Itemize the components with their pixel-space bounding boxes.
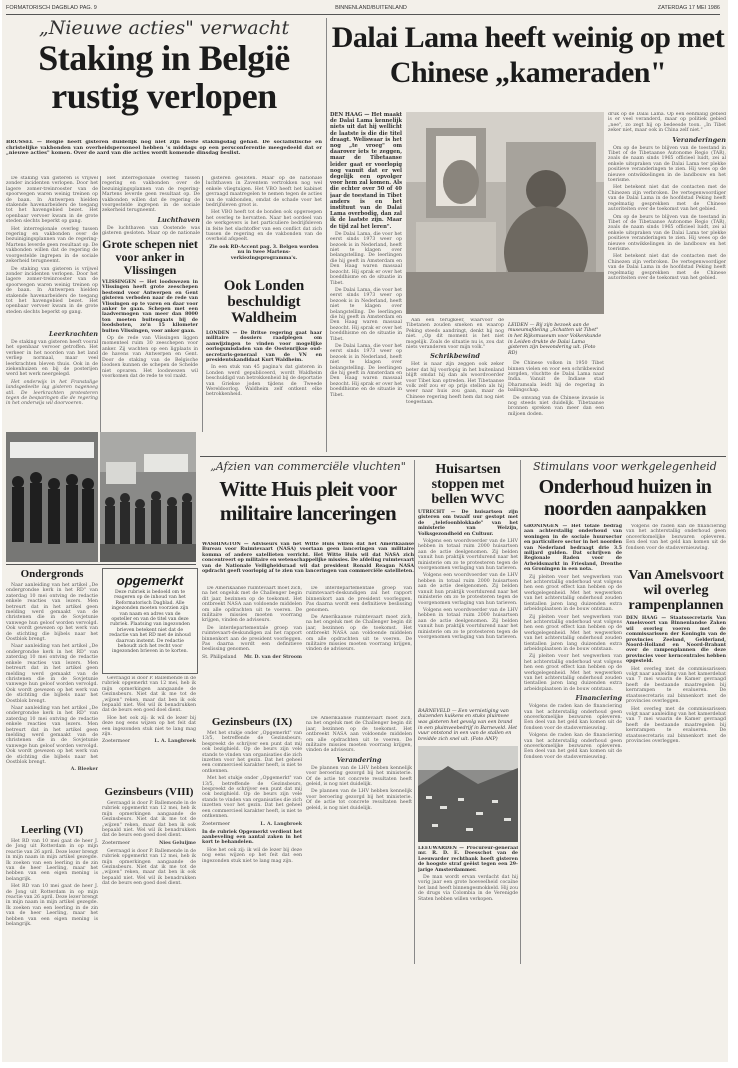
ondergronds-letter — [6, 568, 98, 822]
gezinsbeurs-viii-letter — [102, 786, 196, 964]
belgie-body-3: De luchthaven van Oostende was gisteren gesloten. Maar op de nationale — [102, 225, 200, 236]
huisartsen-article — [418, 462, 518, 702]
lama-subhead-veranderingen: Veranderingen — [672, 135, 726, 144]
opgemerkt-bottom-lead: In de rubriek Opgemerkt verdient het aanbeveling een aantal zaken in het kort te behandelen. — [202, 829, 302, 846]
gezinsbeurs-viii-body: Gevraagd is door P. Ballemende in de rubriek opgemerkt van 12 mei, heb ik mijn opmerkingen aangaande de Gezinsbeurs. Niet dat ik me tot de „wijzen" reken, maar dat ben ik ook bepaald niet. Wel wil ik benadrukken dat de beurs een goed doel dient. — [102, 801, 196, 839]
lama-body-7b: Om op de beurs te blijven van de toestand in Tibet of de Tibetaanse Autonome Regio (TAR), zoals de naam sinds 1965 officieel luidt, zei al enkele uitspraken van de Dalai Lama ter plekke positieve veranderingen te zien. Hij wees op de nieuwe ontwikkelingen in de landbouw en het toerisme. — [608, 214, 726, 252]
belgie-body-2b: Het interregionale overleg tussen regering en vakbonden over de bezuinigingsplannen van de regering-Martens leverde geen resultaat op. De vakbonden willen dat de regering de voorgestelde ingrepen in de sociale zekerheid terugneemt. — [102, 176, 200, 214]
onderhoud-body-1c: Zij pleiten voor het wegwerken van het achterstallig onderhoud wat volgens hen een groot effect kan hebben op de werkgelegenheid. Met het wegwerken van het achterstallig onderhoud zouden tientallen jaren lang duizenden extra arbeidsplaatsen in de bouw ontstaan. — [524, 654, 622, 692]
leerling-headline: Leerling (VI) — [20, 824, 83, 836]
onderhoud-lead: GRONINGEN — Het totale bedrag aan achterstallig onderhoud van woningen in de sociale huursector en particuliere sector in het noorden van Nederland bedraagt drie 3.5 miljard gulden. Dat schrijven de Regionale Raden voor de Arbeidsmarkt in Friesland, Drenthe en Groningen in een nota. — [524, 524, 622, 573]
ondergronds-headline: Ondergronds — [20, 568, 84, 580]
belgie-subhead-leerkrachten: Leerkrachten — [49, 330, 98, 338]
belgie-photo-left-image — [6, 432, 98, 562]
lama-headline: Dalai Lama heeft weinig op met Chinese „kameraden" — [331, 21, 725, 89]
header-section: BINNENLAND/BUITENLAND — [335, 5, 407, 11]
witte-huis-body-1c: De Amerikaanse ruimtevaart moet zich, na het ongeluk met de Challenger begin dit jaar, bezinnen op de toekomst. Het ontbreekt NASA aan voldoende middelen om alle opdrachten uit te voeren. De militaire missies moeten voorrang krijgen, vinden de adviseurs. — [306, 716, 412, 754]
belgie-kicker: „Nieuwe acties" verwacht — [38, 18, 290, 39]
section-rule — [6, 564, 196, 565]
gezinsbeurs-ix-signature: Zoetermeer L. A. Langbroek — [202, 821, 302, 827]
lama-lead: DEN HAAG — Het maakt de Dalai Lama kennelijk niets uit dat hij wellicht de laatste is die die titel draagt. Weliswaar is het nog „te vroeg" om daarover iets te zeggen, maar de Tibetaanse leider gaat er voorlopig nog vanuit dat er wel degelijk een opvolger voor hem zal komen. Als die echter over 50 of 40 jaar de toestand in Tibet anders is en het instituut van de Dalai Lama overbodig, dan zal ik de laatste zijn. Maar de tijd zal het leren". — [330, 112, 402, 230]
opgemerkt-bottom-body-2: Hoe het ook zij: ik wil de lezer bij deze nog eens wijzen op het feit dat een ingezonden stuk niet te lang mag zijn. — [202, 847, 302, 864]
huisartsen-body-b: Volgens een woordvoerder van de LHV hebben in totaal ruim 2000 huisartsen aan de actie deelgenomen. Zij belden vanuit hun praktijk voortdurend naar het ministerie om zo te protesteren tegen de voorgenomen verlaging van hun tarieven. — [418, 573, 518, 606]
belgie-photo-left — [6, 432, 98, 562]
lama-body-8: Het betekent niet dat de contacten met de Chinezen zijn verbroken. De vertegenwoordiger van de Dalai Lama in de hoofdstad Peking heeft regelmatig gesprekken met de Chinese autoriteiten over de toekomst van het gebied. — [608, 185, 726, 213]
belgie-column-3 — [206, 176, 322, 268]
gezinsbeurs-ix-body: Met het stukje onder „Opgemerkt" van 13/5, betreffende de Gezinsbeurs, bespreekt de schrijver een punt dat mij ook bezighield. Op de beurs zijn vele stands te vinden van organisaties die zich inzetten voor het gezin. Dat het geheel een commercieel karakter heeft, is niet te ontkennen. — [202, 731, 302, 774]
leerling-body-2: Het RD van 10 mei gaat de heer J. de Jong uit Rotterdam in op mijn reactie van 26 april. Deze lezer brengt in mijn naam in mijn artikel gezegde. Ik zoeken van een leerling in de zin van de heer Leerling, maar het hebben van een eigen mening is belangrijk. — [6, 884, 98, 928]
column-rule — [326, 18, 327, 452]
schepen-lead: VLISSINGEN — Het loodswezen in Vlissingen heeft grote zeeschepen bestemd voor Antwerpen en Gent gisteren verboden naar de rede van Vlissingen op te varen en daar voor anker te gaan. Schepen met een laadvermogen van meer dan 8000 ton moeten buitengaats bij de loodsboten, zo'n 15 kilometer buiten Vlissingen, voor anker gaan. — [102, 280, 198, 334]
huisartsen-subhead-verandering: Verandering — [336, 755, 382, 764]
lama-body-1c: De Dalai Lama, die voor het eerst sinds 1973 weer op bezoek is in Nederland, heeft niet te klagen over belangstelling. De leerlingen die hij geeft in Amsterdam en Den Haag waren massaal bezocht. Hij sprak er over het boeddhisme en de situatie in Tibet. — [330, 343, 402, 398]
huisartsen-body-c: Volgens een woordvoerder van de LHV hebben in totaal ruim 2000 huisartsen aan de actie deelgenomen. Zij belden vanuit hun praktijk voortdurend naar het ministerie om zo te protesteren tegen de voorgenomen verlaging van hun tarieven. — [418, 607, 518, 640]
opgemerkt-box — [102, 568, 198, 674]
lama-body-1b: De Dalai Lama, die voor het eerst sinds 1973 weer op bezoek is in Nederland, heeft niet te klagen over belangstelling. De leerlingen die hij geeft in Amsterdam en Den Haag waren massaal bezocht. Hij sprak er over het boeddhisme en de situatie in Tibet. — [330, 287, 402, 342]
belgie-body-1b: De staking van gisteren is vrijwel zonder incidenten verlopen. Door het lagere zomer-treinrooster van de spoorwegen waren weinig treinen op de baan. In Antwerpen hielden stakende havenarbeiders de toegang tot het havengebied bezet. Het openbaar vervoer kwam in de grote steden slechts beperkt op gang. — [6, 266, 98, 315]
belgie-body-2: Het interregionale overleg tussen regering en vakbonden over de bezuinigingsplannen van de regering-Martens leverde geen resultaat op. De vakbonden willen dat de regering de voorgestelde ingrepen in de sociale zekerheid terugneemt. — [6, 226, 98, 265]
onderhoud-body-2c: Volgens de raden kan de financiering van het achterstallig onderhoud geen onoverkomelijke bezwaren opleveren. Een deel van het geld kan komen uit de fondsen voor de stadsvernieuwing. — [626, 524, 726, 551]
witte-huis-column-1 — [202, 586, 302, 714]
gezinsbeurs-viii-body-2: Gevraagd is door P. Ballemende in de rubriek opgemerkt van 12 mei, heb ik mijn opmerkingen aangaande de Gezinsbeurs. Niet dat ik me tot de „wijzen" reken, maar dat ben ik ook bepaald niet. Wel wil ik benadrukken dat de beurs een goed doel dient. — [102, 848, 196, 887]
gezinsbeurs-ix-letter — [202, 716, 302, 964]
amelsvoort-article — [626, 568, 726, 964]
witte-huis-body-2b: De interdepartementale groep van ruimtevaart-deskundigen zal het rapport binnenkort aan de president voorleggen. Pas daarna wordt een definitieve beslissing genomen. — [306, 586, 412, 613]
witte-huis-kicker: „Afzien van commerciële vluchten" — [210, 460, 406, 473]
amelsvoort-body: Het overleg met de commissarissen volgt naar aanleiding van het kamerdebat van 7 mei waarin de Kamer gevraagd heeft de bestaande maatregelen bij kernrampen te evalueren. De staatssecretaris zal binnenkort met de provincies overleggen. — [626, 666, 726, 705]
lama-subhead-schrikbewind: Schrikbewind — [430, 352, 480, 361]
witte-huis-column-2 — [306, 586, 412, 714]
waldheim-lead: LONDEN — De Britse regering gaat haar militaire dossiers raadplegen om aanwijzingen te vinden voor mogelijke oorlogsmisdaden van de Oostenrijkse oud-secretaris-generaal van de VN en presidentskandidaat Kurt Waldheim. — [206, 331, 322, 364]
lama-body-7: Om op de beurs te blijven van de toestand in Tibet of de Tibetaanse Autonome Regio (TAR), zoals de naam sinds 1965 officieel luidt, zei al enkele uitspraken van de Dalai Lama ter plekke positieve veranderingen te zien. Hij wees op de nieuwe ontwikkelingen in de landbouw en het toerisme. — [608, 145, 726, 184]
huisartsen-body-2: De plannen van de LHV hebben kennelijk voor beroering gezorgd bij het ministerie. Of de actie tot concrete resultaten heeft geleid, is nog niet duidelijk. — [306, 765, 412, 788]
onderhoud-body-1b: Zij pleiten voor het wegwerken van het achterstallig onderhoud wat volgens hen een groot effect kan hebben op de werkgelegenheid. Met het wegwerken van het achterstallig onderhoud zouden tientallen jaren lang duizenden extra arbeidsplaatsen in de bouw ontstaan. — [524, 614, 622, 652]
gezinsbeurs-viii-signature: Zoetermeer Nies Geluijme — [102, 840, 196, 846]
opgemerkt-bottom-body: Hoe het ook zij: ik wil de lezer bij deze nog eens wijzen op het feit dat een ingezonden stuk niet te lang mag zijn. — [102, 715, 196, 738]
lama-caption: LEIDEN — Bij zijn bezoek aan de museumafdeling „Schatten uit Tibet" in het Rijksmuseum voor Volkenkunde in Leiden drukte de Dalai Lama gisteren zijn bewondering uit. (Foto RD) — [508, 322, 602, 356]
vh-body-2: Het VBO heeft tot de bonden ook opgeroepen het overleg te hervatten. Naar het oordeel van de werkgevers is het particuliere bedrijfsleven in feite het slachtoffer van een conflict dat zich tussen de regering en de vakbonden van de overheid afspeelt. — [206, 210, 322, 243]
lama-body-6: druk op de Dalai Lama. Op een eenmalig gebied is er veel veranderd, maar op politiek gebied „nee", zo zegt hij op bedeesde toon. „In Tibet zeker niet, maar ook in China zelf niet." — [608, 112, 726, 134]
barneveld-caption: BARNEVELD — Een vernietiging van duizenden kuikens en stuks pluimvee was gisteren het gevolg van een brand in een pluimveebedrijf in Barneveld. Het vuur ontstond in een van de stallen en breidde zich snel uit. (Foto ANP) — [418, 708, 518, 742]
onderhoud-kicker: Stimulans voor werkgelegenheid — [533, 460, 717, 473]
belgie-photo-image — [100, 432, 196, 562]
leeuwarden-lead: LEEUWARDEN — Procureur-generaal mr. R. D. E. Doesschot van de Leeuwarder rechtbank hoeft gisteren de hoogste straf geëist tegen een 29-jarige Amsterdammer. — [418, 846, 518, 873]
onderhoud-body-2b: Volgens de raden kan de financiering van het achterstallig onderhoud geen onoverkomelijke bezwaren opleveren. Een deel van het geld kan komen uit de fondsen voor de stadsvernieuwing. — [524, 733, 622, 760]
belgie-body-5: Het onderwijs in het Franstalige landsgedeelte lag gisteren nagenoeg stil. De leerkrachten protesteren tegen de besparingen die de regering in het onderwijs wil doorvoeren. — [6, 379, 98, 407]
belgie-photo — [100, 432, 196, 562]
schepen-headline: Grote schepen niet voor anker in Vlissingen — [102, 238, 198, 277]
column-rule — [414, 460, 415, 964]
lama-column-1 — [330, 112, 402, 452]
ondergronds-body-3: Naar aanleiding van het artikel „De ondergrondse kerk in het RD" van zaterdag 10 mei ontving de redactie enkele reacties van lezers. Men betreurt dat in het artikel geen melding werd gemaakt van de christenen die in de Sovjetunie vanwege hun geloof worden vervolgd. Ook wordt gewezen op het werk van de stichting die bijbels naar het Oostblok brengt. — [6, 705, 98, 765]
witte-huis-continued — [306, 716, 412, 964]
gezinsbeurs-viii-headline: Gezinsbeurs (VIII) — [104, 786, 194, 798]
lama-column-2 — [406, 318, 504, 452]
lama-body-5: De omvang van de Chinese invasie is nog steeds niet duidelijk. Tibetaanse bronnen spreken van meer dan een miljoen doden. — [508, 395, 604, 417]
ondergronds-body-2: Naar aanleiding van het artikel „De ondergrondse kerk in het RD" van zaterdag 10 mei ontving de redactie enkele reacties van lezers. Men betreurt dat in het artikel geen melding werd gemaakt van de christenen die in de Sovjetunie vanwege hun geloof worden vervolgd. Ook wordt gewezen op het werk van de stichting die bijbels naar het Oostblok brengt. — [6, 644, 98, 704]
witte-huis-headline: Witte Huis pleit voor militaire lanceringen — [219, 477, 397, 525]
huisartsen-lead: UTRECHT — De huisartsen zijn gisteren om twaalf uur gestopt met de „telefoonblokkade" van het ministerie van Welzijn, Volksgezondheid en Cultuur. — [418, 510, 518, 537]
huisartsen-body-2b: De plannen van de LHV hebben kennelijk voor beroering gezorgd bij het ministerie. Of de actie tot concrete resultaten heeft geleid, is nog niet duidelijk. — [306, 789, 412, 811]
ondergronds-body: Naar aanleiding van het artikel „De ondergrondse kerk in het RD" van zaterdag 10 mei ontving de redactie enkele reacties van lezers. Men betreurt dat in het artikel geen melding werd gemaakt van de christenen die in de Sovjetunie vanwege hun geloof worden vervolgd. Ook wordt gewezen op het werk van de stichting die bijbels naar het Oostblok brengt. — [6, 583, 98, 643]
belgie-column-1 — [6, 176, 98, 326]
barneveld-photo — [418, 746, 518, 842]
amelsvoort-lead: DEN HAAG — Staatssecretaris Van Amelsvoort van Binnenlandse Zaken wil overleg voeren met de commissarissen der Koningin van de provincies Zeeland, Gelderland, Noord-Holland en Noord-Brabant over de rampenplannen die deze provincies voor kerncentrales hebben opgesteld. — [626, 616, 726, 665]
gezinsbeurs-ix-headline: Gezinsbeurs (IX) — [211, 716, 293, 728]
page-header — [6, 4, 720, 15]
lama-body-4: De Chinese volken in 1950 Tibet binnen vielen en voor een schrikbewind zorgden, vluchtte de Dalai Lama naar India. Vanuit de Indiase stad Dharamsala leidt hij de regering in ballingschap. — [508, 361, 604, 394]
column-rule — [100, 176, 101, 432]
lama-photo-image — [406, 112, 604, 314]
onderhoud-headline-block — [524, 460, 726, 520]
opgemerkt-logo: opgemerkt — [116, 573, 184, 588]
column-rule — [202, 176, 203, 432]
witte-huis-signature: St. Philipsland Mr. D. van der Stroom — [202, 654, 302, 660]
newspaper-page — [2, 0, 728, 1062]
gezinsbeurs-ix-signature-a: Zoetermeer L. A. Langbroek — [102, 739, 196, 745]
witte-huis-body-1: De Amerikaanse ruimtevaart moet zich, na het ongeluk met de Challenger begin dit jaar, bezinnen op de toekomst. Het ontbreekt NASA aan voldoende middelen om alle opdrachten uit te voeren. De militaire missies moeten voorrang krijgen, vinden de adviseurs. — [202, 586, 302, 624]
onderhoud-subhead-financiering: Financiering — [575, 694, 622, 703]
schepen-article — [102, 238, 198, 430]
onderhoud-column-2 — [626, 524, 726, 564]
vh-body: gisteren gesloten. Maar op de nationale luchthaven in Zaventem vertrokken nog wel enkele vliegtuigen. Het VBO heeft het kabinet gevraagd maatregelen te nemen tegen de acties van de vakbonden, omdat de schade voor het bedrijfsleven groot is. — [206, 176, 322, 209]
amelsvoort-headline: Van Amelsvoort wil overleg rampenplannen — [628, 568, 724, 613]
header-date: ZATERDAG 17 MEI 1986 — [657, 5, 720, 11]
huisartsen-body: Volgens een woordvoerder van de LHV hebben in totaal ruim 2000 huisartsen aan de actie deelgenomen. Zij belden vanuit hun praktijk voortdurend naar het ministerie om zo te protesteren tegen de voorgenomen verlaging van hun tarieven. — [418, 539, 518, 572]
belgie-body-4: De staking van gisteren heeft vooral het openbaar vervoer getroffen. Het verkeer in het noorden van het land verliep normaal, maar veel leerkrachten bleven thuis. Ook in de ziekenhuizen en bij de posterijen werd het werk neergelegd. — [6, 340, 98, 378]
vh-note: Zie ook RD-Accent pag. 3. Belgen worden nu in twee Martens-verkiezingsprogramma's. — [209, 244, 319, 261]
lama-body-2: Aan een terugkeer, waarvoor de Tibetanen zouden smeken en waarop Peking steeds aandringt, denkt hij nog niet. „Op dit moment is het niet mogelijk. Zoals de situatie nu is, zou dat niets veranderen voor mijn volk." — [406, 318, 504, 351]
waldheim-article — [206, 272, 322, 430]
witte-huis-lead: WASHINGTON — Adviseurs van het Witte Huis willen dat het Amerikaanse Bureau voor Ruimtevaart (NASA) voortaan geen lanceringen van militaire komma of andere satellieten verricht. Het Witte Huis wil dat NASA zich concentreert op militaire en wetenschappelijke missies. De afdeling ruimtevaart van de Nationale Veiligheidsraad wil dat president Ronald Reagan NASA opdracht geeft voorlopig af te zien van lanceringen van commerciële satellieten. — [202, 542, 414, 575]
section-rule — [200, 456, 726, 457]
lama-body-3: Het is naar zijn zeggen ook zeker beter dat hij voorlopig in het buitenland blijft omdat hij dan als woordvoerder voor Tibet kan optreden. Het Tibetaanse volk zelf zou er op prijs stellen als hij weer naar huis zou gaan, maar de Chinese regering heeft hem dat nog niet toegestaan. — [406, 362, 504, 406]
column-rule — [520, 460, 521, 964]
letter-column — [102, 676, 196, 784]
belgie-column-1-cont — [6, 328, 98, 428]
belgie-column-2 — [102, 176, 200, 236]
onderhoud-headline: Onderhoud huizen in noorden aanpakken — [538, 476, 712, 520]
onderhoud-column-1 — [524, 524, 622, 964]
lama-body-1: De Dalai Lama, die voor het eerst sinds 1973 weer op bezoek is in Nederland, heeft niet te klagen over belangstelling. De leerlingen die hij geeft in Amsterdam en Den Haag waren massaal bezocht. Hij sprak er over het boeddhisme en de situatie in Tibet. — [330, 231, 402, 286]
huisartsen-headline: Huisartsen stoppen met bellen WVC — [431, 462, 505, 507]
lama-photo — [406, 112, 604, 314]
leerling-body: Het RD van 10 mei gaat de heer J. de Jong uit Rotterdam in op mijn reactie van 26 april. Deze lezer brengt in mijn naam in mijn artikel gezegde. Ik zoeken van een leerling in de zin van de heer Leerling, maar het hebben van een eigen mening is belangrijk. — [6, 839, 98, 882]
onderhoud-body-2: Volgens de raden kan de financiering van het achterstallig onderhoud geen onoverkomelijke bezwaren opleveren. Een deel van het geld kan komen uit de fondsen voor de stadsvernieuwing. — [524, 704, 622, 731]
gezinsbeurs-viii-body-a: Gevraagd is door P. Ballemende in de rubriek opgemerkt van 12 mei, heb ik mijn opmerkingen aangaande de Gezinsbeurs. Niet dat ik me tot de „wijzen" reken, maar dat ben ik ook bepaald niet. Wel wil ik benadrukken dat de beurs een goed doel dient. — [102, 676, 196, 714]
belgie-headline-block — [6, 18, 322, 136]
barneveld-photo-image — [418, 746, 518, 842]
opgemerkt-text: Deze rubriek is bedoeld om te reageren op de inhoud van het Reformatorisch Dagblad. Alle ingezonden moeten voorzien zijn van naam en adres van de opsteller en van de titel van deze rubriek. Plaatsing van ingezonden brieven betekent niet dat de redactie van het RD met de inhoud daarvan instemt. De redactie behoudt zich het recht voor ingezonden brieven in te korten. — [109, 590, 191, 655]
belgie-body-1: De staking van gisteren is vrijwel zonder incidenten verlopen. Door het lagere zomer-treinrooster van de spoorwegen waren weinig treinen op de baan. In Antwerpen hielden stakende havenarbeiders de toegang tot het havengebied bezet. Het openbaar vervoer kwam in de grote steden slechts beperkt op gang. — [6, 176, 98, 225]
leeuwarden-article — [418, 846, 518, 964]
belgie-subhead-luchthaven: Luchthaven — [157, 215, 200, 224]
lama-headline-block — [330, 20, 726, 108]
lama-body-8b: Het betekent niet dat de contacten met de Chinezen zijn verbroken. De vertegenwoordiger van de Dalai Lama in de hoofdstad Peking heeft regelmatig gesprekken met de Chinese autoriteiten over de toekomst van het gebied. — [608, 254, 726, 281]
witte-huis-body-2: De interdepartementale groep van ruimtevaart-deskundigen zal het rapport binnenkort aan de president voorleggen. Pas daarna wordt een definitieve beslissing genomen. — [202, 625, 302, 653]
gezinsbeurs-ix-body-2: Met het stukje onder „Opgemerkt" van 13/5, betreffende de Gezinsbeurs, bespreekt de schrijver een punt dat mij ook bezighield. Op de beurs zijn vele stands te vinden van organisaties die zich inzetten voor het gezin. Dat het geheel een commercieel karakter heeft, is niet te ontkennen. — [202, 776, 302, 820]
header-publication: FORMATORISCH DAGBLAD PAG. 9 — [6, 5, 97, 11]
ondergronds-signature: A. Bleeker — [70, 767, 98, 773]
lama-column-3 — [508, 318, 604, 452]
amelsvoort-body-b: Het overleg met de commissarissen volgt naar aanleiding van het kamerdebat van 7 mei waarin de Kamer gevraagd heeft de bestaande maatregelen bij kernrampen te evalueren. De staatssecretaris zal binnenkort met de provincies overleggen. — [626, 706, 726, 744]
waldheim-headline: Ook Londen beschuldigt Waldheim — [223, 278, 305, 326]
witte-huis-headline-block — [202, 460, 414, 552]
leeuwarden-body: De man wordt ervan verdacht dat hij vorig jaar een grote hoeveelheid cocaïne het land heeft binnengesmokkeld. Hij zou de drugs via Colombia in de Verenigde Staten hebben willen verkopen. — [418, 875, 518, 902]
leerling-letter — [6, 824, 98, 964]
witte-huis-body-1b: De Amerikaanse ruimtevaart moet zich, na het ongeluk met de Challenger begin dit jaar, bezinnen op de toekomst. Het ontbreekt NASA aan voldoende middelen om alle opdrachten uit te voeren. De militaire missies moeten voorrang krijgen, vinden de adviseurs. — [306, 615, 412, 653]
belgie-lead: BRUSSEL — België heeft gisteren duidelijk nog niet zijn beste stakingsdag gehad. De socialistische en christelijke vakbonden van overheidspersoneel hebben 's middags op een persconferentie meegedeeld dat er „nieuwe acties" komen. Over de aard van die acties wordt komende dinsdag beslist. — [6, 140, 322, 157]
schepen-body: Op de rede van Vlissingen liggen momenteel ruim 30 zeeschepen voor anker. Zij wachten op een ligplaats in de havens van Antwerpen en Gent. Door de staking van de Belgische loodsen kunnen de schepen de Schelde niet opvaren. Het loodswezen wil voorkomen dat de rede te vol raakt. — [102, 336, 198, 379]
lama-column-4 — [608, 112, 726, 452]
belgie-headline-line1: Staking in België — [38, 38, 290, 78]
waldheim-body: In een stuk van 45 pagina's dat gisteren in Londen werd gepubliceerd, wordt Waldheim beschuldigd van betrokkenheid bij de deportatie van Griekse joden tijdens de Tweede Wereldoorlog. Waldheim zelf ontkent elke betrokkenheid. — [206, 365, 322, 398]
onderhoud-body-1: Zij pleiten voor het wegwerken van het achterstallig onderhoud wat volgens hen een groot effect kan hebben op de werkgelegenheid. Met het wegwerken van het achterstallig onderhoud zouden tientallen jaren lang duizenden extra arbeidsplaatsen in de bouw ontstaan. — [524, 574, 622, 613]
belgie-headline-line2: rustig verlopen — [51, 76, 277, 116]
